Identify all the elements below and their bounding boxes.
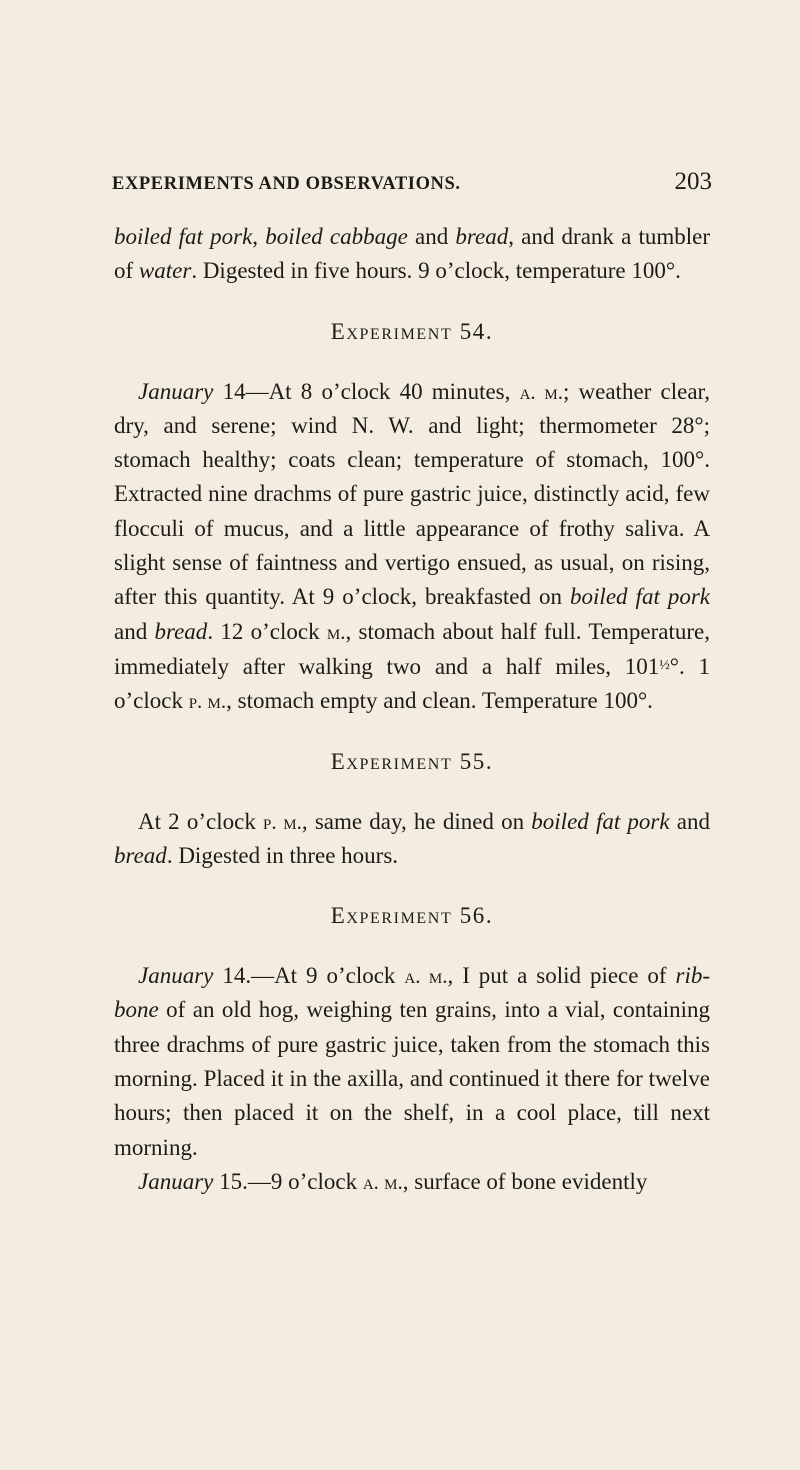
page-number: 203: [674, 168, 712, 195]
date-italic: January: [138, 1168, 214, 1194]
italic-term: bread: [154, 618, 208, 644]
experiment-56-continuation: [114, 1165, 710, 1199]
text-run: ; weather clear, dry, and serene; wind N. W. and light; thermometer 28°; stomach healthy; coats clean; temperature of stomach, 100°. Extracted nine drachms of pure gastric juice, distinctly acid, few flocculi of mucus, and a little appearance of frothy saliva. A slight sense of faintness and vertigo ensued, as usual, on rising, after this quantity. At 9 o’clock, breakfasted on: [114, 378, 711, 610]
italic-term: water: [138, 258, 192, 284]
text-run: °. 1 o’clock: [114, 653, 711, 714]
italic-term: boiled fat pork: [570, 584, 711, 610]
italic-term: bread: [455, 224, 509, 249]
experiment-55-paragraph: [114, 805, 710, 874]
time-abbrev: p. m.: [263, 809, 302, 834]
text-run: ,: [252, 224, 266, 249]
text-run: . Digested in five hours. 9 o’clock, temperature 100°.: [191, 258, 681, 284]
time-abbrev: m.: [326, 619, 346, 644]
text-run: 15.—9 o’clock: [213, 1168, 363, 1194]
italic-term: boiled fat pork: [114, 224, 253, 249]
text-run: , surface of bone evidently: [402, 1168, 648, 1194]
text-run: 14.—At 9 o’clock: [213, 963, 405, 989]
text-run: , and drank a tumbler of: [114, 224, 711, 284]
italic-term: rib-bone: [114, 963, 711, 1023]
experiment-55-heading: Experiment 55.: [330, 748, 494, 774]
text-run: of an old hog, weighing ten grains, into a vial, containing three drachms of pure gastric juice, taken from the stomach this morning. Placed it in the axilla, and continued it there for twelve hours; then placed it on the shelf, in a cool place, till next morning.: [114, 997, 710, 1160]
time-abbrev: a. m.: [519, 379, 563, 404]
text-run: , I put a solid piece of: [447, 963, 676, 989]
text-run: At 2 o’clock: [138, 808, 264, 834]
text-run: , stomach empty and clean. Temperature 100°.: [226, 688, 653, 714]
text-run: and: [669, 808, 711, 834]
date-italic: January: [138, 378, 214, 404]
experiment-54-paragraph: [114, 375, 710, 719]
text-run: . Digested in three hours.: [166, 842, 399, 868]
experiment-56-paragraph: [114, 959, 710, 1165]
text-run: and: [114, 618, 155, 644]
text-run: , stomach about half full. Temperature, immediately after walking two and a half miles, 101: [114, 618, 711, 679]
time-abbrev: p. m.: [188, 689, 227, 714]
text-run: and: [407, 224, 456, 249]
text-run: , same day, he dined on: [301, 808, 532, 834]
italic-term: bread: [114, 842, 167, 868]
text-run: . 12 o’clock: [207, 618, 327, 644]
time-abbrev: a. m.: [362, 1169, 403, 1194]
italic-term: boiled fat pork: [531, 808, 670, 834]
intro-paragraph: [114, 220, 710, 289]
page-header: [112, 168, 712, 204]
body-text: [114, 220, 710, 1199]
fraction: ½: [659, 657, 670, 673]
text-run: 14—At 8 o’clock 40 minutes,: [213, 378, 520, 404]
experiment-56-heading: Experiment 56.: [330, 903, 494, 929]
time-abbrev: a. m.: [404, 964, 448, 989]
italic-term: boiled cabbage: [265, 224, 408, 249]
date-italic: January: [138, 963, 214, 989]
running-head: EXPERIMENTS AND OBSERVATIONS.: [112, 174, 461, 194]
experiment-54-heading: Experiment 54.: [330, 318, 494, 344]
